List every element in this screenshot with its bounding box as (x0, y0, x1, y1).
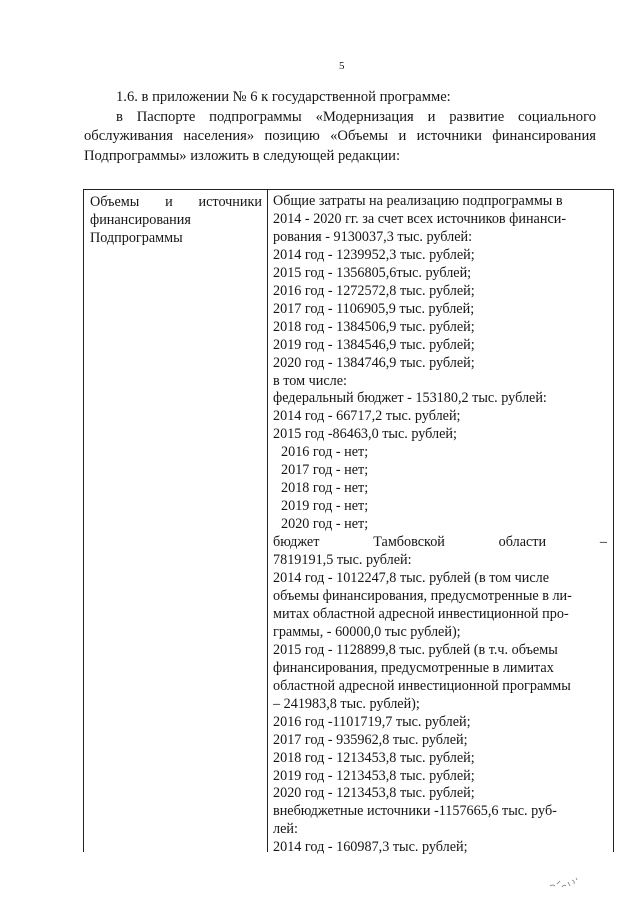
text-line: 2017 год - 1106905,9 тыс. рублей; (273, 300, 475, 317)
text-line: 2019 год - 1384546,9 тыс. рублей; (273, 336, 475, 353)
text-line: 2020 год - 1213453,8 тыс. рублей; (273, 785, 475, 802)
text-line: 2018 год - 1384506,9 тыс. рублей; (273, 318, 475, 335)
text-line: граммы, - 60000,0 тыс рублей); (273, 623, 461, 640)
text-line: в том числе: (273, 372, 347, 389)
text-line: митах областной адресной инвестиционной про- (273, 605, 569, 622)
text-line: 2018 год - 1213453,8 тыс. рублей; (273, 749, 475, 766)
left-cell-word: источники (198, 194, 262, 210)
text-line: 2014 год - 160987,3 тыс. рублей; (273, 839, 468, 856)
text-word: бюджет (273, 534, 320, 551)
text-line: 2019 год - нет; (281, 498, 369, 515)
text-line: 2017 год - 935962,8 тыс. рублей; (273, 731, 468, 748)
text-line: федеральный бюджет - 153180,2 тыс. рублей: (273, 390, 547, 407)
text-line: 2020 год - нет; (281, 516, 369, 533)
text-line: объемы финансирования, предусмотренные в ли- (273, 587, 572, 604)
text-line: 2015 год -86463,0 тыс. рублей; (273, 426, 457, 443)
text-line: 2015 год - 1356805,6тыс. рублей; (273, 264, 472, 281)
text-line: – 241983,8 тыс. рублей); (273, 695, 420, 712)
left-cell-line-2: финансирования (90, 212, 191, 228)
handwritten-mark (548, 872, 582, 892)
text-line: 2015 год - 1128899,8 тыс. рублей (в т.ч. объемы (273, 641, 558, 658)
text-line: финансирования, предусмотренные в лимитах (273, 659, 554, 676)
text-line-budget (273, 534, 607, 552)
table-left-cell (90, 193, 262, 247)
text-line: 2017 год - нет; (281, 462, 369, 479)
column-divider (267, 190, 268, 852)
text-word: – (599, 534, 607, 551)
text-line: областной адресной инвестиционной программы (273, 677, 571, 694)
intro-text (84, 88, 596, 166)
text-word: Тамбовской (373, 534, 445, 551)
left-cell-word: и (165, 194, 173, 210)
left-cell-line-3: Подпрограммы (90, 230, 183, 246)
text-word: области (498, 534, 547, 551)
text-line: 2014 год - 66717,2 тыс. рублей; (273, 408, 461, 425)
text-line: Общие затраты на реализацию подпрограммы в (273, 193, 563, 209)
page-number: 5 (339, 60, 345, 72)
table-right-cell (273, 193, 607, 857)
left-cell-word: Объемы (90, 194, 140, 210)
text-line: 2014 - 2020 гг. за счет всех источников финанси- (273, 210, 567, 227)
text-line: 2014 год - 1239952,3 тыс. рублей; (273, 246, 475, 263)
text-line: 7819191,5 тыс. рублей: (273, 552, 412, 569)
text-line: 2016 год - 1272572,8 тыс. рублей; (273, 282, 475, 299)
text-line: лей: (273, 821, 298, 838)
text-line: 2020 год - 1384746,9 тыс. рублей; (273, 354, 475, 371)
text-line: внебюджетные источники -1157665,6 тыс. руб- (273, 803, 557, 820)
text-line: 2019 год - 1213453,8 тыс. рублей; (273, 767, 475, 784)
text-line: 2014 год - 1012247,8 тыс. рублей (в том числе (273, 570, 550, 587)
text-line: рования - 9130037,3 тыс. рублей: (273, 228, 473, 245)
text-line: 2018 год - нет; (281, 480, 369, 497)
text-line: 2016 год - нет; (281, 444, 369, 461)
intro-line-1: 1.6. в приложении № 6 к государственной программе: (116, 89, 451, 105)
text-line: 2016 год -1101719,7 тыс. рублей; (273, 713, 471, 730)
left-cell-line-1 (90, 193, 262, 211)
financing-table (83, 189, 614, 856)
intro-paragraph: в Паспорте подпрограммы «Модернизация и развитие социального обслуживания населения» позицию «Объемы и источники финансирования Подпрограммы» изложить в следующей редакции: (84, 108, 596, 164)
